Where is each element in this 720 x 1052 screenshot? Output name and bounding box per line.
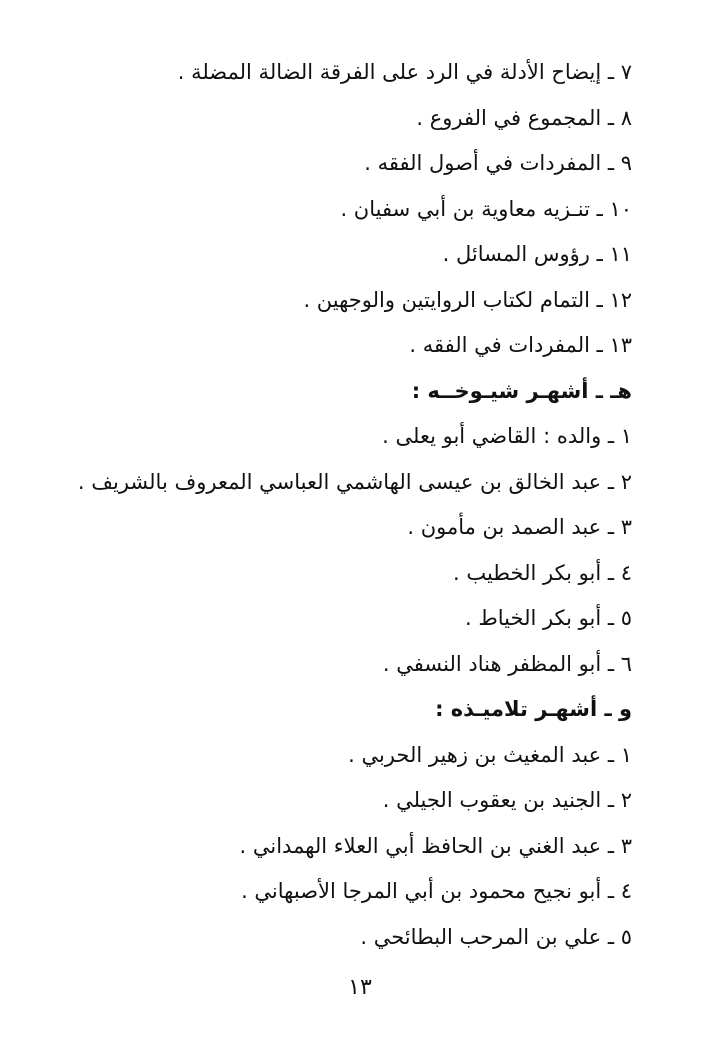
list-item: ٣ ـ عبد الصمد بن مأمون . (407, 515, 632, 539)
list-item: ١ ـ والده : القاضي أبو يعلى . (382, 424, 632, 448)
page-number: ١٣ (348, 975, 372, 1000)
list-item: ٣ ـ عبد الغني بن الحافظ أبي العلاء الهمداني . (239, 833, 632, 858)
list-item: ٤ ـ أبو نجيح محمود بن أبي المرجا الأصبهاني . (241, 879, 632, 903)
list-item: ٧ ـ إيضاح الأدلة في الرد على الفرقة الضالة المضلة . (177, 60, 632, 84)
text-lines (32, 50, 632, 960)
list-item: ١٠ ـ تنـزيه معاوية بن أبي سفيان . (340, 196, 632, 221)
list-item: ٥ ـ علي بن المرحب البطائحي . (360, 924, 632, 949)
section-heading: هـ ـ أشهـر شيـوخــه : (411, 378, 632, 403)
list-item: ١٣ ـ المفردات في الفقه . (409, 333, 632, 357)
list-item: ١١ ـ رؤوس المسائل . (442, 242, 632, 266)
list-item: ٢ ـ عبد الخالق بن عيسى الهاشمي العباسي المعروف بالشريف . (77, 469, 632, 494)
list-item: ٢ ـ الجنيد بن يعقوب الجيلي . (382, 788, 632, 812)
list-item: ٩ ـ المفردات في أصول الفقه . (364, 151, 632, 175)
list-item: ١٢ ـ التمام لكتاب الروايتين والوجهين . (303, 287, 632, 312)
section-heading: و ـ أشهـر تلاميـذه : (435, 697, 632, 721)
list-item: ١ ـ عبد المغيث بن زهير الحربي . (348, 742, 632, 767)
list-item: ٥ ـ أبو بكر الخياط . (465, 606, 632, 630)
list-item: ٨ ـ المجموع في الفروع . (416, 105, 632, 130)
list-item: ٦ ـ أبو المظفر هناد النسفي . (382, 651, 632, 676)
list-item: ٤ ـ أبو بكر الخطيب . (452, 560, 632, 585)
